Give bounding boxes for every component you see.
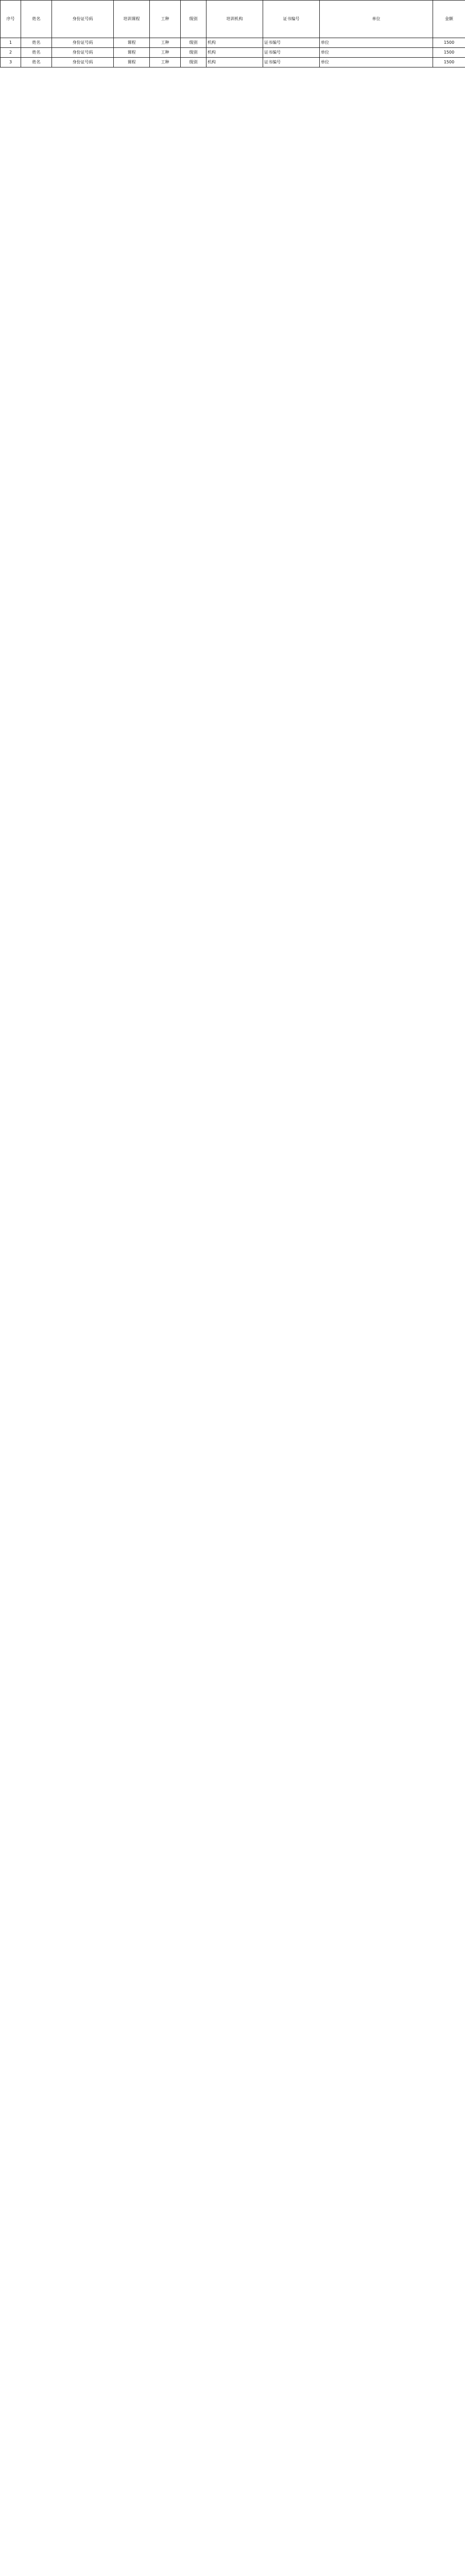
table-cell: 级别 [181, 38, 206, 48]
header-cell: 金额 [433, 1, 465, 38]
table-row [1, 47, 465, 57]
table-cell: 单位 [320, 38, 433, 48]
table-cell: 姓名 [21, 47, 52, 57]
table-cell: 证书编号 [263, 47, 320, 57]
table-cell: 单位 [320, 57, 433, 67]
table-cell: 身份证号码 [52, 57, 114, 67]
table-cell: 工种 [150, 57, 181, 67]
table-cell: 1500 [433, 38, 465, 48]
table-cell: 工种 [150, 47, 181, 57]
table-row [1, 38, 465, 48]
table-cell: 级别 [181, 57, 206, 67]
header-cell: 姓名 [21, 1, 52, 38]
table-row [1, 57, 465, 67]
header-row [1, 1, 465, 38]
table-cell: 证书编号 [263, 38, 320, 48]
table-cell: 机构 [206, 47, 263, 57]
table-cell: 级别 [181, 47, 206, 57]
header-cell: 工种 [150, 1, 181, 38]
table-cell: 课程 [114, 47, 150, 57]
table-cell: 2 [1, 47, 21, 57]
table-cell: 课程 [114, 57, 150, 67]
header-cell: 单位 [320, 1, 433, 38]
table-cell: 证书编号 [263, 57, 320, 67]
data-table [0, 0, 465, 67]
table-cell: 姓名 [21, 57, 52, 67]
header-cell: 证书编号 [263, 1, 320, 38]
header-cell: 培训课程 [114, 1, 150, 38]
table-cell: 机构 [206, 38, 263, 48]
table-cell: 姓名 [21, 38, 52, 48]
table-cell: 身份证号码 [52, 38, 114, 48]
table-cell: 课程 [114, 38, 150, 48]
table-cell: 1 [1, 38, 21, 48]
table-cell: 身份证号码 [52, 47, 114, 57]
table-cell: 1500 [433, 57, 465, 67]
table-body [1, 38, 465, 67]
table-cell: 1500 [433, 47, 465, 57]
table-cell: 单位 [320, 47, 433, 57]
header-cell: 培训机构 [206, 1, 263, 38]
table-cell: 3 [1, 57, 21, 67]
header-cell: 序号 [1, 1, 21, 38]
table-cell: 工种 [150, 38, 181, 48]
table-cell: 机构 [206, 57, 263, 67]
header-cell: 级别 [181, 1, 206, 38]
header-cell: 身份证号码 [52, 1, 114, 38]
